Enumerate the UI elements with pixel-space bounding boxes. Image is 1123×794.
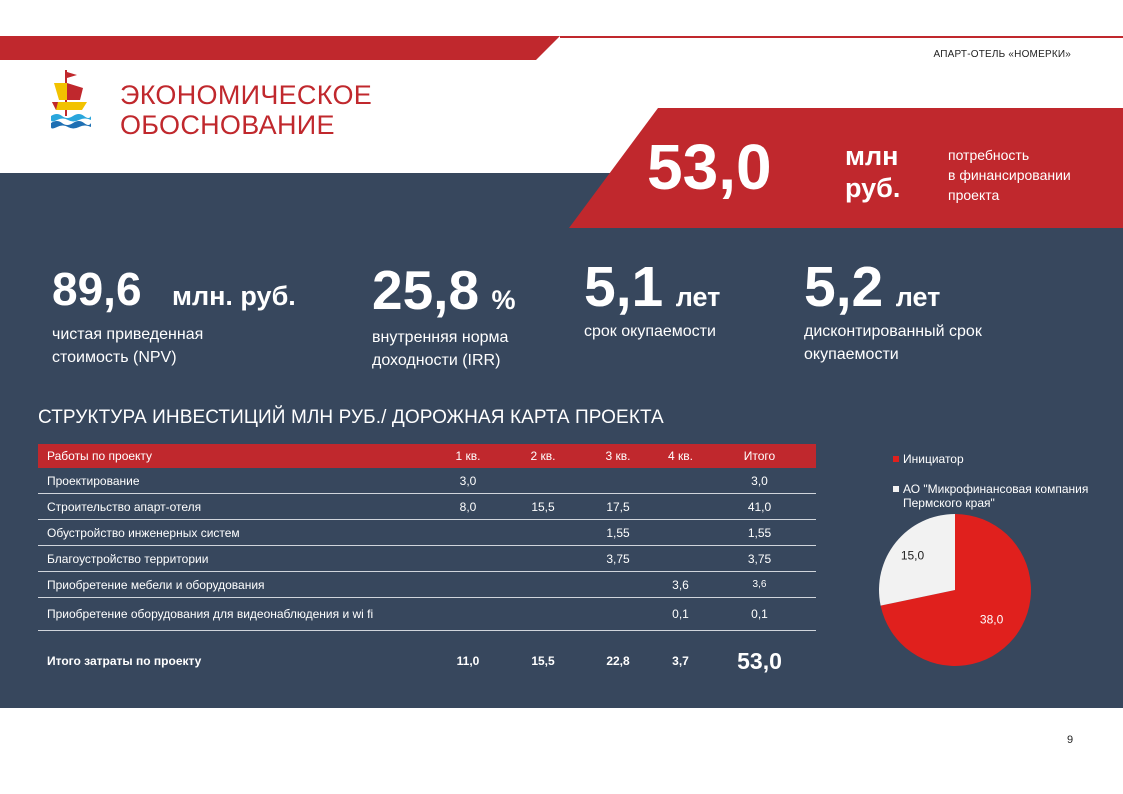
table-row (38, 494, 816, 520)
cell: 3,75 (578, 546, 658, 572)
total-q3: 22,8 (606, 654, 630, 668)
cell (578, 572, 658, 598)
header-q3: 3 кв. (578, 444, 658, 468)
cell (428, 598, 508, 631)
brand-label: АПАРТ-ОТЕЛЬ «НОМЕРКИ» (933, 49, 1071, 60)
title-line-1: ЭКОНОМИЧЕСКОЕ (120, 80, 373, 110)
investment-pie-chart (870, 505, 1040, 675)
cell (428, 546, 508, 572)
cell: 17,5 (578, 494, 658, 520)
cell (508, 468, 578, 494)
kpi-npv-desc-line-1: чистая приведенная (52, 326, 204, 343)
kpi-discounted-desc-line-2: окупаемости (804, 346, 899, 363)
total-q1: 11,0 (456, 654, 480, 668)
funding-description (948, 145, 1071, 205)
cell: 1,55 (578, 520, 658, 546)
kpi-irr-unit: % (491, 285, 516, 315)
funding-unit-line-2: руб. (845, 173, 901, 203)
cell (428, 572, 508, 598)
header-q4: 4 кв. (658, 444, 703, 468)
header-q1: 1 кв. (428, 444, 508, 468)
kpi-irr-value: 25,8 (372, 259, 480, 321)
page-number: 9 (1067, 734, 1074, 746)
cell (658, 494, 703, 520)
row-label: Проектирование (38, 468, 428, 494)
total-q4: 3,7 (672, 654, 689, 668)
row-label: Обустройство инженерных систем (38, 520, 428, 546)
cell-total: 41,0 (703, 494, 816, 520)
cell (508, 546, 578, 572)
kpi-discounted-payback-description (804, 320, 982, 366)
cell-total: 1,55 (703, 520, 816, 546)
cell (508, 598, 578, 631)
kpi-irr-desc-line-2: доходности (IRR) (372, 352, 501, 369)
kpi-payback (584, 254, 720, 320)
row-label: Строительство апарт-отеля (38, 494, 428, 520)
pie-data-label-2: 15,0 (900, 548, 925, 563)
cell (658, 520, 703, 546)
cell: 3,6 (658, 572, 703, 598)
legend-item-initiator (893, 452, 1103, 466)
kpi-discounted-payback (804, 254, 940, 320)
table-total-row (38, 631, 816, 692)
cell: 8,0 (428, 494, 508, 520)
header-total: Итого (703, 444, 816, 468)
cell (578, 598, 658, 631)
legend-label: АО "Микрофинансовая компания Пермского края" (903, 482, 1089, 510)
table-row (38, 598, 816, 631)
kpi-irr-desc-line-1: внутренняя норма (372, 329, 509, 346)
legend-swatch-white (893, 486, 899, 492)
total-label: Итого затраты по проекту (47, 654, 202, 668)
cell (658, 546, 703, 572)
header-q2: 2 кв. (508, 444, 578, 468)
funding-desc-line-3: проекта (948, 187, 1000, 203)
cell-total: 3,0 (703, 468, 816, 494)
funding-unit (845, 140, 900, 204)
title-line-2: ОБОСНОВАНИЕ (120, 110, 335, 140)
kpi-discounted-payback-value: 5,2 (804, 255, 884, 319)
header-works: Работы по проекту (38, 444, 428, 468)
table-header-row (38, 444, 816, 468)
cell: 3,0 (428, 468, 508, 494)
cell: 15,5 (508, 494, 578, 520)
funding-desc-line-2: в финансировании (948, 167, 1071, 183)
table-row (38, 572, 816, 598)
cell: 0,1 (658, 598, 703, 631)
cell (428, 520, 508, 546)
kpi-npv-desc-line-2: стоимость (NPV) (52, 349, 177, 366)
cell (578, 468, 658, 494)
kpi-discounted-payback-unit: лет (895, 282, 941, 312)
kpi-payback-unit: лет (675, 282, 721, 312)
kpi-npv-value: 89,6 (52, 263, 142, 315)
funding-unit-line-1: млн (845, 141, 899, 171)
page-title (120, 80, 372, 140)
investment-table (38, 444, 816, 691)
kpi-npv (52, 256, 296, 322)
row-label: Приобретение оборудования для видеонаблюдения и wi fi (38, 598, 428, 631)
row-label: Благоустройство территории (38, 546, 428, 572)
kpi-npv-description (52, 323, 203, 369)
cell-total: 3,75 (703, 546, 816, 572)
cell (658, 468, 703, 494)
ship-logo-icon (49, 70, 93, 132)
pie-data-label-1: 38,0 (979, 612, 1004, 627)
cell-total: 0,1 (703, 598, 816, 631)
kpi-payback-desc-line-1: срок окупаемости (584, 323, 716, 340)
kpi-irr (372, 257, 516, 323)
table-row (38, 546, 816, 572)
table-row (38, 520, 816, 546)
cell (508, 520, 578, 546)
table-row (38, 468, 816, 494)
kpi-irr-description (372, 326, 508, 372)
total-q2: 15,5 (531, 654, 555, 668)
kpi-payback-description (584, 320, 716, 343)
cell-total: 3,6 (703, 572, 816, 598)
legend-label: Инициатор (903, 452, 964, 466)
funding-desc-line-1: потребность (948, 147, 1030, 163)
legend-swatch-red (893, 456, 899, 462)
grand-total: 53,0 (737, 647, 782, 674)
section-title: СТРУКТУРА ИНВЕСТИЦИЙ МЛН РУБ./ ДОРОЖНАЯ КАРТА ПРОЕКТА (38, 407, 664, 428)
cell (508, 572, 578, 598)
kpi-discounted-desc-line-1: дисконтированный срок (804, 323, 982, 340)
kpi-payback-value: 5,1 (584, 255, 664, 319)
funding-value: 53,0 (647, 131, 772, 203)
kpi-npv-unit: млн. руб. (171, 281, 296, 311)
row-label: Приобретение мебели и оборудования (38, 572, 428, 598)
